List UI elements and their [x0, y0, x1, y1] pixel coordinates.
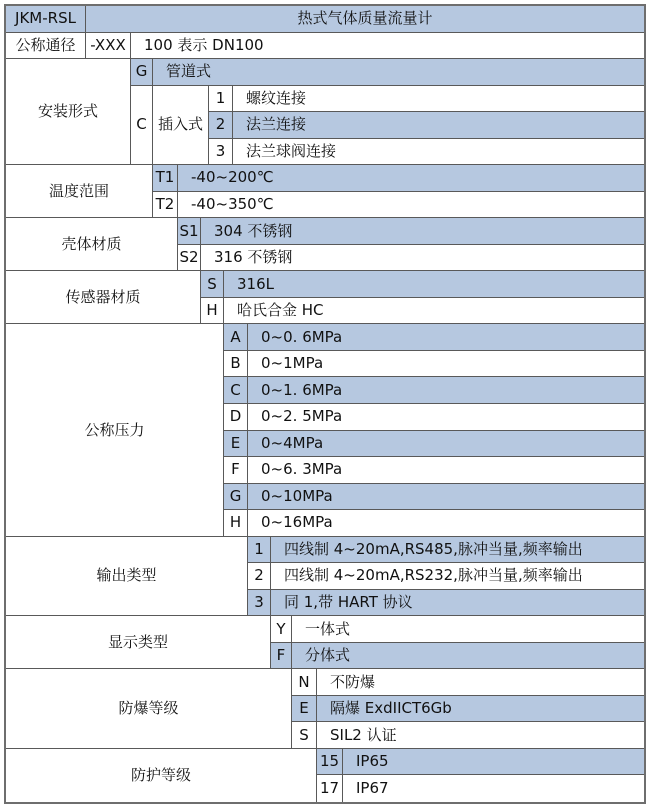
option-desc-cell: 分体式: [292, 643, 644, 670]
option-code-cell: 17: [317, 775, 343, 802]
option-code-cell: G: [131, 59, 153, 86]
model-code-cell: JKM-RSL: [6, 6, 86, 33]
option-desc-cell: 0~1. 6MPa: [248, 377, 644, 404]
option-desc-cell: SIL2 认证: [317, 722, 644, 749]
section-label: 壳体材质: [6, 218, 178, 271]
option-code-cell: T2: [153, 192, 178, 219]
option-code-cell: Y: [271, 616, 292, 643]
option-desc-cell: 0~1MPa: [248, 351, 644, 378]
option-code-cell: S: [292, 722, 317, 749]
option-code-cell: 3: [209, 139, 233, 166]
product-title-cell: 热式气体质量流量计: [86, 6, 644, 33]
option-code-cell: 2: [248, 563, 271, 590]
option-desc-cell: 0~6. 3MPa: [248, 457, 644, 484]
option-code-cell: G: [224, 484, 248, 511]
option-desc-cell: 304 不锈钢: [201, 218, 644, 245]
option-code-cell: S1: [178, 218, 201, 245]
option-code-cell: 2: [209, 112, 233, 139]
option-desc-cell: 100 表示 DN100: [131, 33, 644, 60]
option-desc-cell: 哈氏合金 HC: [224, 298, 644, 325]
option-desc-cell: 隔爆 ExdIICT6Gb: [317, 696, 644, 723]
option-desc-cell: -40~350℃: [178, 192, 644, 219]
option-desc-cell: 316 不锈钢: [201, 245, 644, 272]
section-label: 温度范围: [6, 165, 153, 218]
option-code-cell: 15: [317, 749, 343, 776]
section-label: 公称压力: [6, 324, 224, 536]
section-label: 安装形式: [6, 59, 131, 165]
option-code-cell: C: [224, 377, 248, 404]
option-code-cell: N: [292, 669, 317, 696]
option-desc-cell: -40~200℃: [178, 165, 644, 192]
option-desc-cell: 法兰连接: [233, 112, 644, 139]
option-code-cell: H: [201, 298, 224, 325]
section-label: 防爆等级: [6, 669, 292, 749]
option-code-cell: D: [224, 404, 248, 431]
option-desc-cell: 四线制 4~20mA,RS485,脉冲当量,频率输出: [271, 537, 644, 564]
sub-label-cell: 插入式: [153, 86, 209, 166]
option-code-cell: F: [224, 457, 248, 484]
option-desc-cell: 0~10MPa: [248, 484, 644, 511]
option-code-cell: 1: [248, 537, 271, 564]
section-label: 传感器材质: [6, 271, 201, 324]
option-code-cell: 1: [209, 86, 233, 113]
option-desc-cell: 不防爆: [317, 669, 644, 696]
option-desc-cell: 法兰球阀连接: [233, 139, 644, 166]
option-code-cell: -XXX: [86, 33, 131, 60]
option-desc-cell: 一体式: [292, 616, 644, 643]
option-code-cell: 3: [248, 590, 271, 617]
option-desc-cell: 0~4MPa: [248, 431, 644, 458]
option-desc-cell: 管道式: [153, 59, 644, 86]
option-desc-cell: 0~0. 6MPa: [248, 324, 644, 351]
option-code-cell: S: [201, 271, 224, 298]
option-desc-cell: 0~2. 5MPa: [248, 404, 644, 431]
option-code-cell: F: [271, 643, 292, 670]
option-code-cell: S2: [178, 245, 201, 272]
option-desc-cell: 螺纹连接: [233, 86, 644, 113]
model-selection-table: [4, 4, 646, 804]
option-desc-cell: 0~16MPa: [248, 510, 644, 537]
option-code-cell: E: [292, 696, 317, 723]
option-code-cell: A: [224, 324, 248, 351]
section-label: 输出类型: [6, 537, 248, 617]
option-desc-cell: IP65: [343, 749, 644, 776]
option-desc-cell: 316L: [224, 271, 644, 298]
sub-code-cell: C: [131, 86, 153, 166]
option-code-cell: T1: [153, 165, 178, 192]
option-code-cell: B: [224, 351, 248, 378]
option-desc-cell: 同 1,带 HART 协议: [271, 590, 644, 617]
option-desc-cell: 四线制 4~20mA,RS232,脉冲当量,频率输出: [271, 563, 644, 590]
option-code-cell: E: [224, 431, 248, 458]
option-desc-cell: IP67: [356, 779, 389, 798]
section-label: 显示类型: [6, 616, 271, 669]
section-label: 公称通径: [6, 33, 86, 60]
option-code-cell: H: [224, 510, 248, 537]
section-label: 防护等级: [6, 749, 317, 802]
